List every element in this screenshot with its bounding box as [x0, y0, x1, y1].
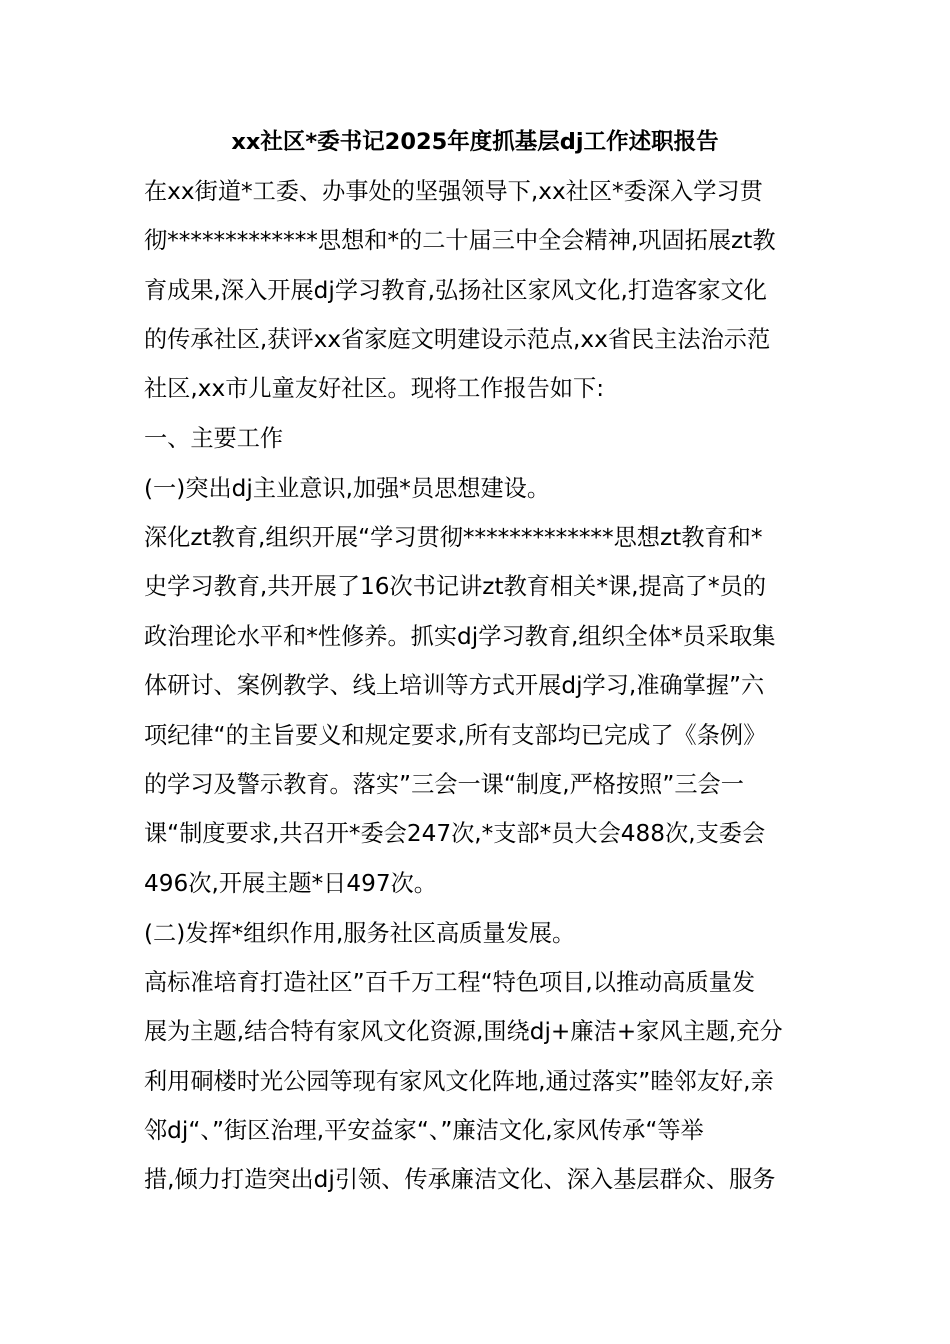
paragraph-line: 社区,xx市儿童友好社区。现将工作报告如下:	[144, 375, 605, 402]
paragraph-line: 邻dj“、”街区治理,平安益家“、”廉洁文化,家风传承“等举	[144, 1117, 704, 1144]
paragraph-line: 彻*************思想和*的二十届三中全会精神,巩固拓展zt教	[144, 227, 776, 254]
paragraph-line: 在xx街道*工委、办事处的坚强领导下,xx社区*委深入学习贯	[144, 178, 763, 205]
paragraph-line: 政治理论水平和*性修养。抓实dj学习教育,组织全体*员采取集	[144, 623, 776, 650]
paragraph-line: 课“制度要求,共召开*委会247次,*支部*员大会488次,支委会	[144, 820, 766, 847]
paragraph-line: 的传承社区,获评xx省家庭文明建设示范点,xx省民主法治示范	[144, 326, 771, 353]
paragraph-line: 高标准培育打造社区”百千万工程“特色项目,以推动高质量发	[144, 969, 756, 996]
paragraph-line: 展为主题,结合特有家风文化资源,围绕dj+廉洁+家风主题,充分	[144, 1018, 783, 1045]
paragraph-line: 利用硐楼时光公园等现有家风文化阵地,通过落实”睦邻友好,亲	[144, 1068, 774, 1095]
paragraph-line: 措,倾力打造突出dj引领、传承廉洁文化、深入基层群众、服务	[144, 1166, 776, 1193]
document-title: xx社区*委书记2025年度抓基层dj工作述职报告	[231, 129, 719, 155]
section-heading: 一、主要工作	[144, 425, 284, 452]
subsection-heading: (一)突出dj主业意识,加强*员思想建设。	[144, 475, 551, 502]
paragraph-line: 体研讨、案例教学、线上培训等方式开展dj学习,准确掌握”六	[144, 672, 765, 699]
paragraph-line: 的学习及警示教育。落实”三会一课“制度,严格按照”三会一	[144, 771, 744, 798]
paragraph-line: 深化zt教育,组织开展“学习贯彻*************思想zt教育和*	[144, 524, 763, 551]
paragraph-line: 项纪律“的主旨要义和规定要求,所有支部均已完成了《条例》	[144, 722, 767, 749]
paragraph-line: 史学习教育,共开展了16次书记讲zt教育相关*课,提高了*员的	[144, 573, 767, 600]
paragraph-line: 496次,开展主题*日497次。	[144, 870, 437, 897]
paragraph-line: 育成果,深入开展dj学习教育,弘扬社区家风文化,打造客家文化	[144, 277, 767, 304]
subsection-heading: (二)发挥*组织作用,服务社区高质量发展。	[144, 920, 576, 947]
